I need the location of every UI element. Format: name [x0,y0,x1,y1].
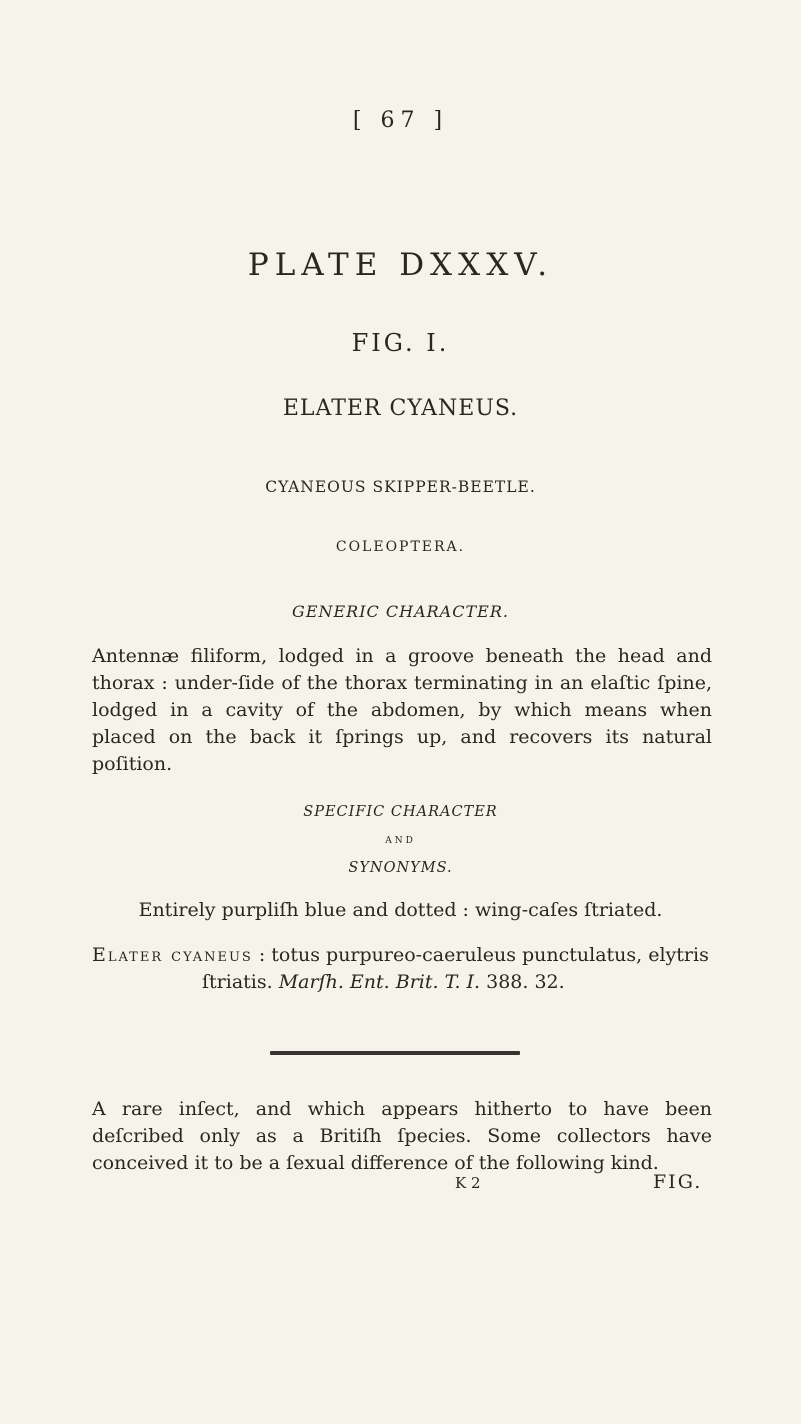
synonym-text-2: ſtriatis. [202,971,273,993]
page-number: [ 67 ] [352,108,449,133]
generic-character-heading: GENERIC CHARACTER. [292,602,509,621]
synonym-pages: 388. 32. [480,971,565,993]
plate-title: PLATE DXXXV. [247,247,554,283]
section-divider [270,1051,520,1055]
specific-character-text: Entirely purpliſh blue and dotted : wing-caſes ſtriated. [138,899,663,921]
synonym-text-1: totus purpureo-caeruleus punctulatus, elytris [271,944,709,966]
catchword: FIG. [653,1171,703,1193]
synonym-line-1 [92,942,712,969]
common-name: CYANEOUS SKIPPER-BEETLE. [265,478,536,496]
specific-character-heading: SPECIFIC CHARACTER [303,804,498,820]
synonym-name: Elater cyaneus [92,944,253,966]
synonym-separator: : [252,944,272,966]
species-title: ELATER CYANEUS. [282,396,519,421]
synonym-entry [92,942,712,996]
signature-mark: K 2 [455,1174,481,1192]
generic-character-text: Antennæ filiform, lodged in a groove beneath the head and thorax : under-ſide of the thorax terminating in an elaſtic ſpine, lodged in a cavity of the abdomen, by which means when placed on the back it ſprings up, and recovers its natural poſition. [92,645,712,775]
observation-text: A rare inſect, and which appears hitherto to have been deſcribed only as a Britiſh ſpecies. Some collectors have conceived it to be a ſexual difference of the following kind. [92,1098,712,1174]
and-word: AND [385,836,416,846]
synonym-reference: Marſh. Ent. Brit. T. I. [278,971,481,993]
synonyms-heading: SYNONYMS. [348,860,453,876]
order-name: COLEOPTERA. [335,539,466,555]
figure-title: FIG. I. [351,329,450,357]
synonym-line-2 [92,969,712,996]
